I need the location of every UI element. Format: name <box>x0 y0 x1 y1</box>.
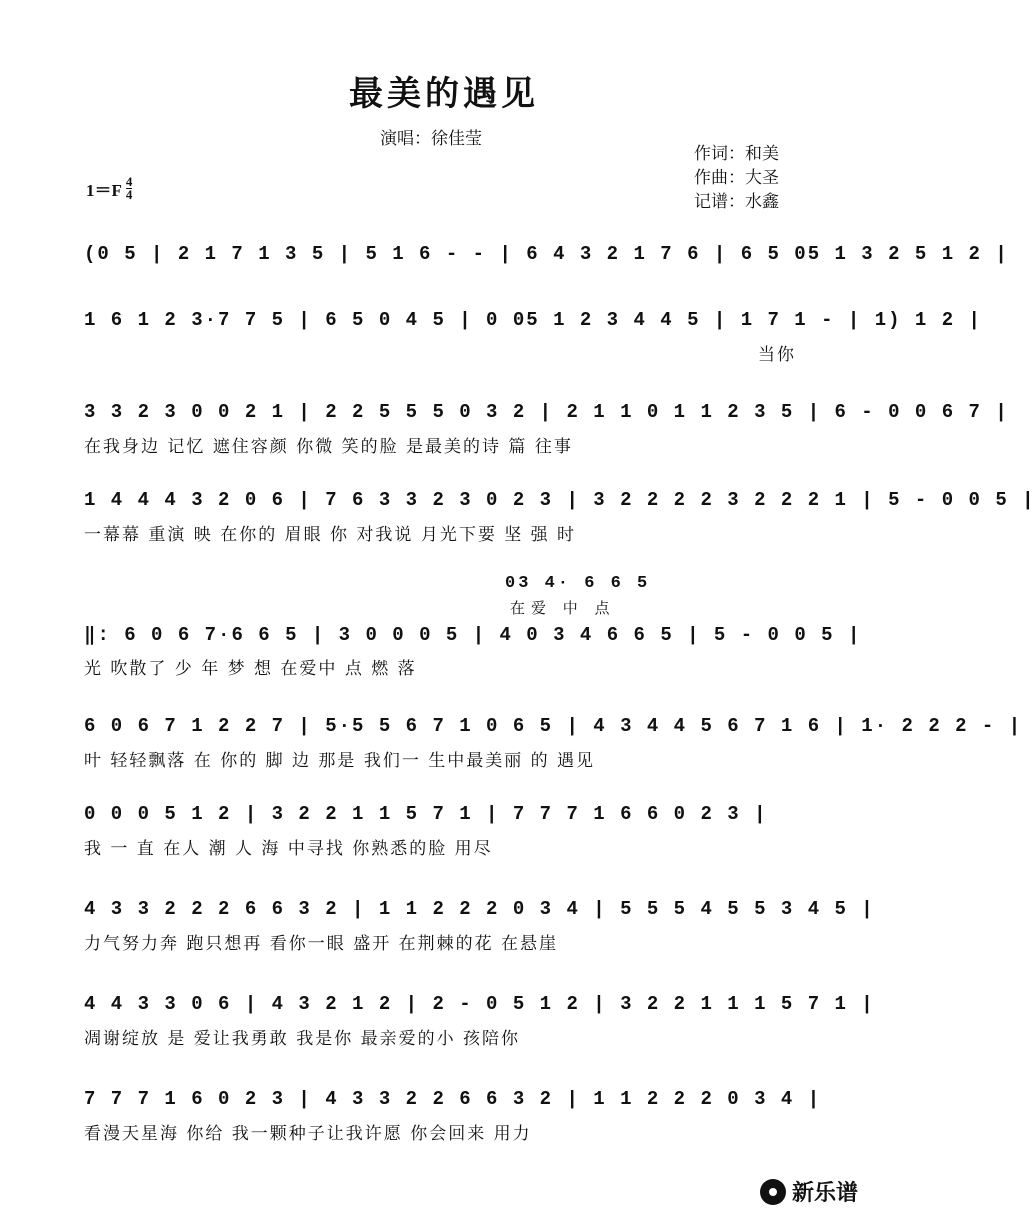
key-label: 1＝F <box>86 181 122 200</box>
site-logo <box>760 1176 858 1207</box>
singer-credit: 演唱：徐佳莹 <box>380 129 482 149</box>
notation-line: 4 3 3 2 2 2 6 6 3 2 | 1 1 2 2 2 0 3 4 | 5 5 5 4 5 5 3 4 5 | <box>84 898 875 920</box>
ossia-notes: 03 4· 6 6 5 <box>505 574 651 593</box>
lyric-line: 光 吹散了 少 年 梦 想 在爱中 点 燃 落 <box>84 659 417 679</box>
credits <box>694 142 779 214</box>
lyric-line: 凋谢绽放 是 爱让我勇敢 我是你 最亲爱的小 孩陪你 <box>84 1029 521 1049</box>
notation-line: 7 7 7 1 6 0 2 3 | 4 3 3 2 2 6 6 3 2 | 1 1 2 2 2 0 3 4 | <box>84 1088 822 1110</box>
lyric-line: 我 一 直 在人 潮 人 海 中寻找 你熟悉的脸 用尽 <box>84 839 493 859</box>
page-title: 最美的遇见 <box>349 74 539 114</box>
meter-top: 4 <box>125 174 133 189</box>
notation-line: 0 0 0 5 1 2 | 3 2 2 1 1 5 7 1 | 7 7 7 1 6 6 0 2 3 | <box>84 803 768 825</box>
composer-credit: 作曲：大圣 <box>694 168 779 188</box>
lyric-line: 当你 <box>758 345 796 365</box>
lyric-line: 看漫天星海 你给 我一颗种子让我许愿 你会回来 用力 <box>84 1124 532 1144</box>
ossia-lyrics: 在爱 中 点 <box>510 599 616 617</box>
disc-icon <box>760 1179 786 1205</box>
notation-line: ‖: 6 0 6 7·6 6 5 | 3 0 0 0 5 | 4 0 3 4 6 6 5 | 5 - 0 0 5 | <box>84 623 862 646</box>
meter-bottom: 4 <box>125 187 133 202</box>
notation-line: 1 6 1 2 3·7 7 5 | 6 5 0 4 5 | 0 05 1 2 3 4 4 5 | 1 7 1 - | 1) 1 2 | <box>84 309 982 331</box>
notation-line: 3 3 2 3 0 0 2 1 | 2 2 5 5 5 0 3 2 | 2 1 1 0 1 1 2 3 5 | 6 - 0 0 6 7 | <box>84 401 1009 423</box>
notation-line: (0 5 | 2 1 7 1 3 5 | 5 1 6 - - | 6 4 3 2 1 7 6 | 6 5 05 1 3 2 5 1 2 | <box>84 243 1009 265</box>
logo-text: 新乐谱 <box>792 1181 859 1206</box>
lyricist-credit: 作词：和美 <box>694 144 779 164</box>
notation-line: 4 4 3 3 0 6 | 4 3 2 1 2 | 2 - 0 5 1 2 | 3 2 2 1 1 1 5 7 1 | <box>84 993 875 1015</box>
lyric-line: 力气努力奔 跑只想再 看你一眼 盛开 在荆棘的花 在悬崖 <box>84 934 559 954</box>
key-signature <box>86 176 132 201</box>
notation-line: 6 0 6 7 1 2 2 7 | 5·5 5 6 7 1 0 6 5 | 4 3 4 4 5 6 7 1 6 | 1· 2 2 2 - | <box>84 715 1023 737</box>
notation-line: 1 4 4 4 3 2 0 6 | 7 6 3 3 2 3 0 2 3 | 3 2 2 2 2 3 2 2 2 1 | 5 - 0 0 5 | <box>84 489 1036 511</box>
time-signature <box>126 176 133 201</box>
transcriber-credit: 记谱：水鑫 <box>694 192 779 212</box>
lyric-line: 一幕幕 重演 映 在你的 眉眼 你 对我说 月光下要 坚 强 时 <box>84 525 577 545</box>
lyric-line: 在我身边 记忆 遮住容颜 你微 笑的脸 是最美的诗 篇 往事 <box>84 437 573 457</box>
lyric-line: 叶 轻轻飘落 在 你的 脚 边 那是 我们一 生中最美丽 的 遇见 <box>84 751 596 771</box>
